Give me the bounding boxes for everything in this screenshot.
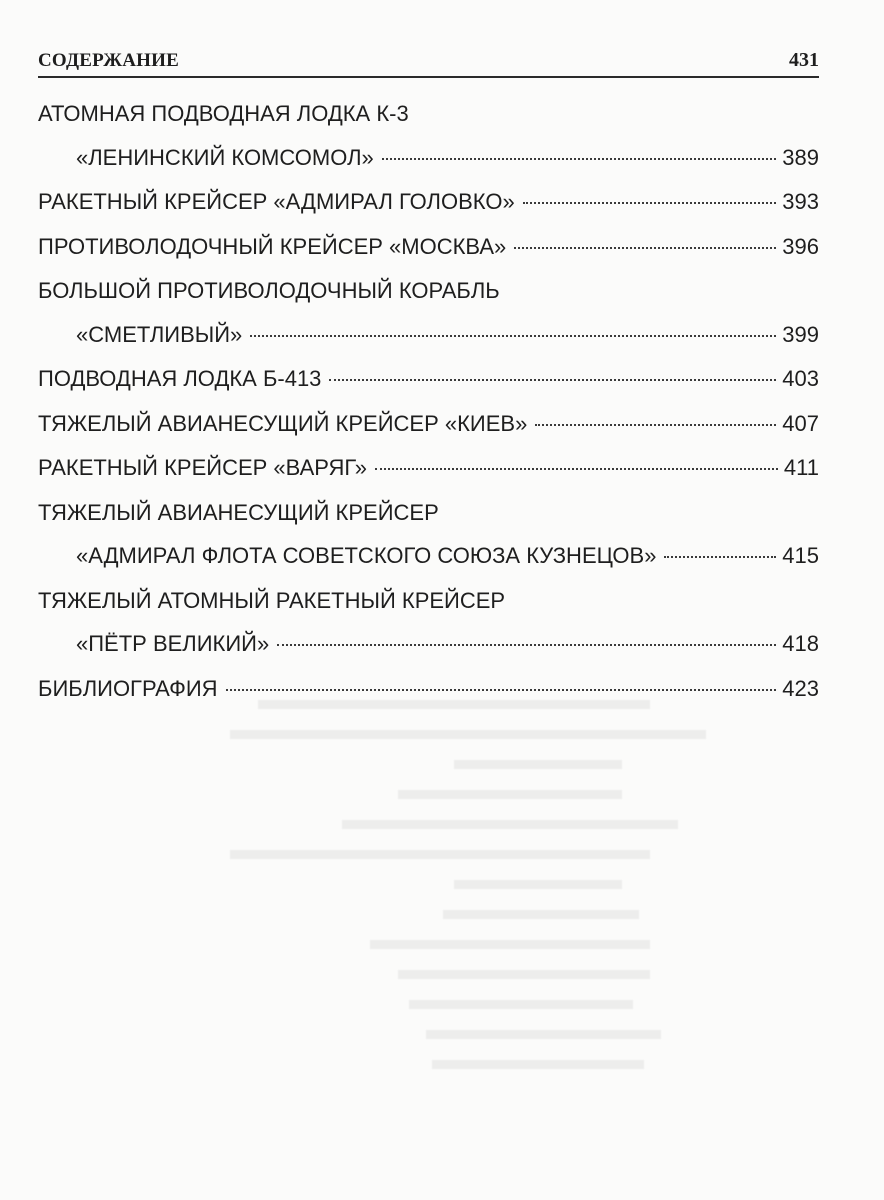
toc-entry-page: 393 (782, 189, 819, 214)
dot-leader (226, 689, 777, 691)
table-of-contents (38, 98, 819, 717)
toc-entry-title: АТОМНАЯ ПОДВОДНАЯ ЛОДКА К-3 (38, 101, 409, 126)
toc-entry-line (38, 497, 819, 529)
toc-entry-title: БИБЛИОГРАФИЯ (38, 675, 218, 701)
running-head-title: СОДЕРЖАНИЕ (38, 50, 179, 71)
toc-entry (38, 497, 819, 573)
dot-leader (382, 158, 777, 160)
dot-leader (664, 556, 776, 558)
toc-entry-title: ПОДВОДНАЯ ЛОДКА Б-413 (38, 366, 322, 391)
toc-entry-page: 403 (782, 366, 819, 391)
toc-entry-title: ТЯЖЕЛЫЙ АВИАНЕСУЩИЙ КРЕЙСЕР (38, 499, 439, 525)
running-head (38, 46, 819, 78)
toc-entry-page: 411 (783, 455, 819, 480)
toc-entry-page: 396 (782, 233, 819, 259)
toc-entry (38, 673, 819, 705)
toc-entry (38, 186, 819, 218)
toc-entry-title-continued: «ЛЕНИНСКИЙ КОМСОМОЛ» (76, 144, 374, 170)
toc-entry (38, 585, 819, 661)
toc-entry-title: РАКЕТНЫЙ КРЕЙСЕР «ВАРЯГ» (38, 455, 368, 480)
toc-entry-page: 415 (782, 543, 819, 568)
toc-entry-title: ТЯЖЕЛЫЙ АТОМНЫЙ РАКЕТНЫЙ КРЕЙСЕР (38, 587, 506, 613)
toc-entry (38, 452, 819, 484)
toc-entry (38, 408, 819, 440)
toc-entry-line (38, 363, 819, 395)
dot-leader (250, 335, 776, 337)
toc-entry-page: 399 (782, 321, 819, 347)
toc-entry-title: ПРОТИВОЛОДОЧНЫЙ КРЕЙСЕР «МОСКВА» (38, 233, 507, 259)
toc-entry-line (38, 585, 819, 617)
toc-entry-line (38, 98, 819, 130)
toc-entry-title-continued: «АДМИРАЛ ФЛОТА СОВЕТСКОГО СОЮЗА КУЗНЕЦОВ» (76, 543, 657, 568)
toc-entry (38, 275, 819, 351)
toc-entry-line (38, 452, 819, 484)
dot-leader (375, 468, 778, 470)
dot-leader (523, 202, 777, 204)
toc-entry-page: 407 (782, 410, 819, 436)
toc-entry-title-continued: «ПЁТР ВЕЛИКИЙ» (76, 631, 270, 656)
toc-entry-title: ТЯЖЕЛЫЙ АВИАНЕСУЩИЙ КРЕЙСЕР «КИЕВ» (38, 410, 528, 436)
toc-entry (38, 363, 819, 395)
dot-leader (535, 424, 776, 426)
toc-entry-line (38, 540, 819, 572)
toc-entry-line (38, 142, 819, 174)
running-head-page-number: 431 (789, 49, 819, 71)
dot-leader (277, 644, 776, 646)
toc-entry-title: РАКЕТНЫЙ КРЕЙСЕР «АДМИРАЛ ГОЛОВКО» (38, 189, 515, 214)
toc-entry (38, 231, 819, 263)
toc-entry (38, 98, 819, 174)
toc-entry-line (38, 628, 819, 660)
toc-entry-line (38, 673, 819, 705)
toc-entry-title: БОЛЬШОЙ ПРОТИВОЛОДОЧНЫЙ КОРАБЛЬ (38, 278, 500, 303)
toc-entry-line (38, 186, 819, 218)
toc-entry-line (38, 408, 819, 440)
toc-entry-page: 389 (782, 144, 819, 170)
toc-entry-line (38, 275, 819, 307)
book-page (38, 0, 819, 1200)
toc-entry-title-continued: «СМЕТЛИВЫЙ» (76, 321, 243, 347)
dot-leader (514, 247, 776, 249)
toc-entry-line (38, 231, 819, 263)
dot-leader (329, 379, 776, 381)
toc-entry-page: 423 (782, 675, 819, 701)
toc-entry-page: 418 (782, 631, 819, 656)
toc-entry-line (38, 319, 819, 351)
